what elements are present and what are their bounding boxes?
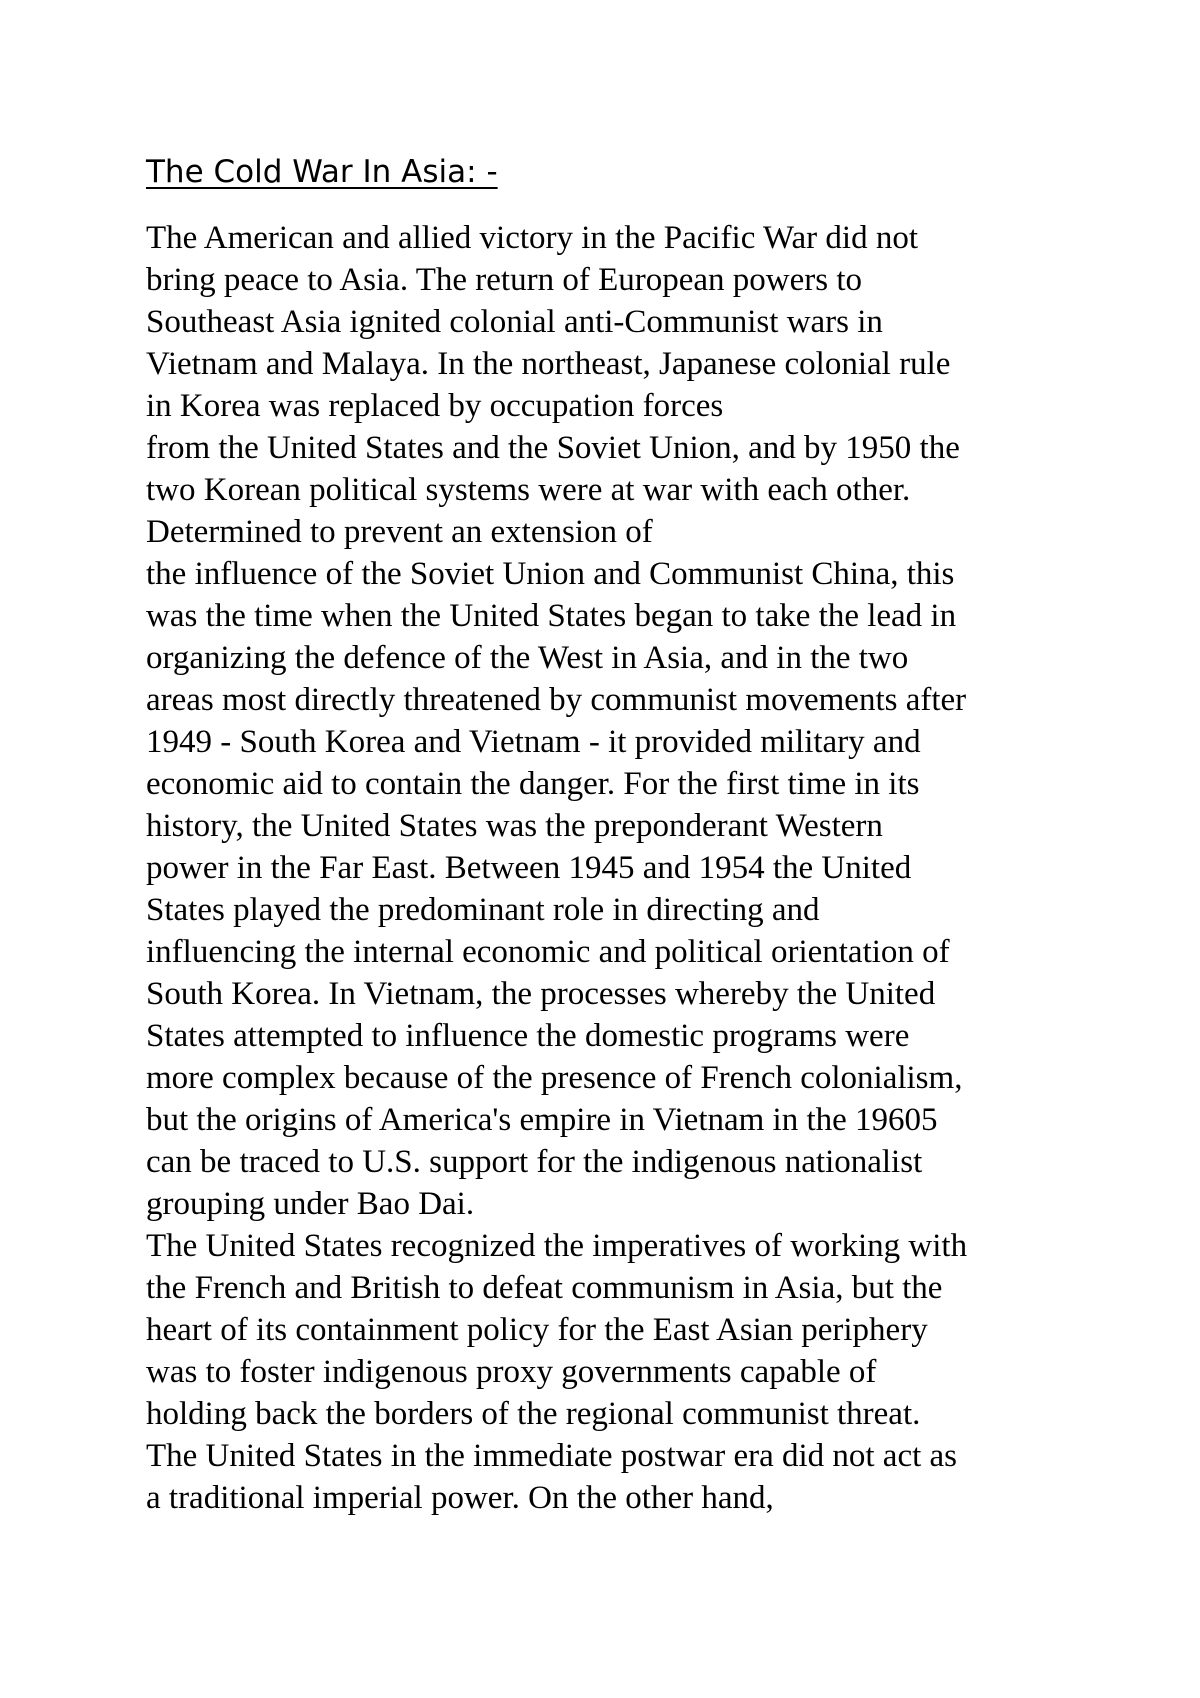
text-line: organizing the defence of the West in Asia, and in the two [146,640,909,676]
text-line: grouping under Bao Dai. [146,1186,475,1222]
text-line: two Korean political systems were at war with each other. [146,472,911,508]
text-line: The United States in the immediate postwar era did not act as [146,1438,958,1474]
text-line: but the origins of America's empire in Vietnam in the 19605 [146,1102,938,1138]
text-line: States played the predominant role in directing and [146,892,820,928]
document-heading: The Cold War In Asia: - [146,154,498,190]
text-line: influencing the internal economic and political orientation of [146,934,950,970]
text-line: holding back the borders of the regional communist threat. [146,1396,921,1432]
text-line: Vietnam and Malaya. In the northeast, Japanese colonial rule [146,346,951,382]
text-line: was to foster indigenous proxy governments capable of [146,1354,877,1390]
text-line: the French and British to defeat communism in Asia, but the [146,1270,943,1306]
text-line: The American and allied victory in the Pacific War did not [146,220,918,256]
text-line: heart of its containment policy for the East Asian periphery [146,1312,928,1348]
text-line: bring peace to Asia. The return of European powers to [146,262,862,298]
text-line: economic aid to contain the danger. For the first time in its [146,766,920,802]
text-line: more complex because of the presence of French colonialism, [146,1060,963,1096]
text-line: can be traced to U.S. support for the indigenous nationalist [146,1144,923,1180]
text-line: The United States recognized the imperatives of working with [146,1228,968,1264]
text-line: areas most directly threatened by communist movements after [146,682,967,718]
text-line: power in the Far East. Between 1945 and 1954 the United [146,850,912,886]
document-body [146,217,1146,1519]
text-line: was the time when the United States began to take the lead in [146,598,957,634]
text-line: from the United States and the Soviet Union, and by 1950 the [146,430,960,466]
text-line: Determined to prevent an extension of [146,514,653,550]
text-line: in Korea was replaced by occupation forces [146,388,724,424]
text-line: history, the United States was the preponderant Western [146,808,883,844]
text-line: the influence of the Soviet Union and Communist China, this [146,556,955,592]
text-line: Southeast Asia ignited colonial anti-Communist wars in [146,304,883,340]
text-line: States attempted to influence the domestic programs were [146,1018,910,1054]
text-line: a traditional imperial power. On the other hand, [146,1480,774,1516]
text-line: 1949 - South Korea and Vietnam - it provided military and [146,724,921,760]
text-line: South Korea. In Vietnam, the processes whereby the United [146,976,936,1012]
